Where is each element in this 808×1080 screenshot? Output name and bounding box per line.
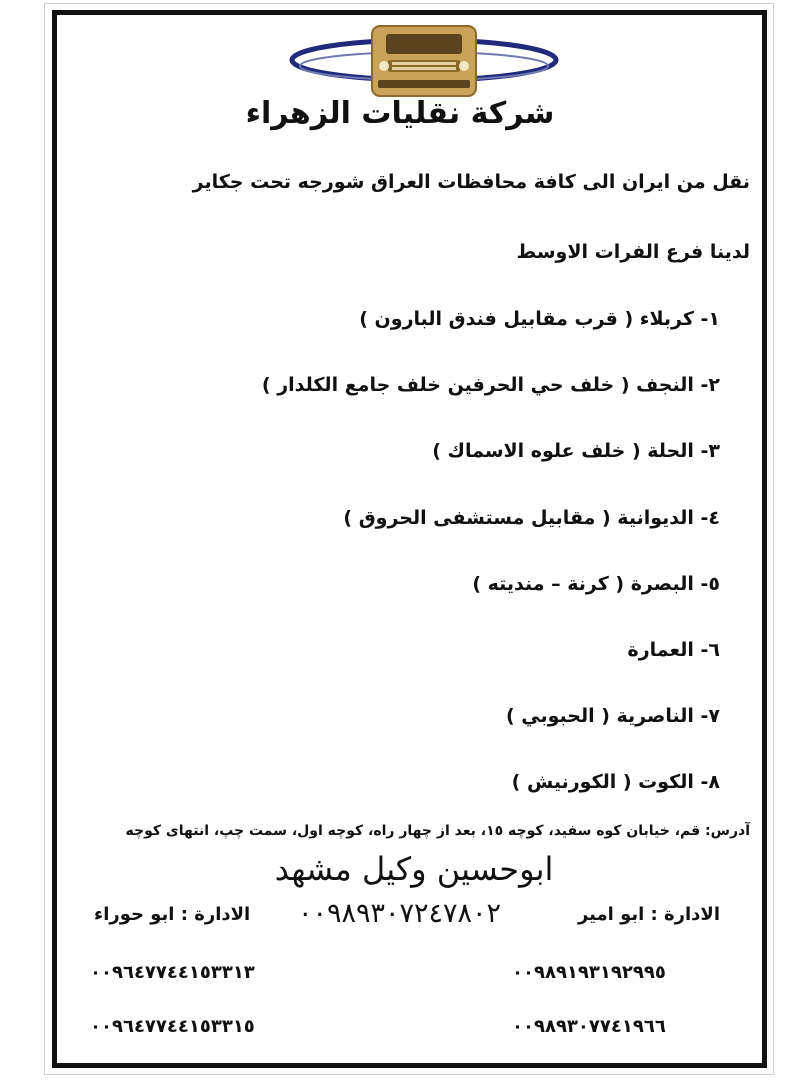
- management-label-abu-hawraa: الادارة : ابو حوراء: [94, 904, 251, 925]
- management-phone: ٠٠٩٨٩٣٠٧٢٤٧٨٠٢: [298, 898, 502, 929]
- branch-heading: لدينا فرع الفرات الاوسط: [516, 241, 750, 263]
- branch-item-nasiriya: ٧- الناصرية ( الحبوبي ): [505, 705, 720, 727]
- phone-number: ٠٠٩٨٩٣٠٧٧٤١٩٦٦: [512, 1016, 666, 1037]
- branch-item-diwaniya: ٤- الديوانية ( مقابيل مستشفى الحروق ): [343, 507, 720, 529]
- branch-item-najaf: ٢- النجف ( خلف حي الحرفين خلف جامع الكلدار ): [261, 374, 720, 396]
- phone-number: ٠٠٩٦٤٧٧٤٤١٥٣٣١٣: [90, 962, 255, 983]
- branch-item-basra: ٥- البصرة ( كرنة – منديته ): [472, 573, 720, 595]
- company-name: شركة نقليات الزهراء: [245, 96, 555, 131]
- agent-handwritten: ابوحسين وكيل مشهد: [274, 850, 554, 888]
- intro-line: نقل من ايران الى كافة محافظات العراق شورجه تحت جكاير: [192, 171, 750, 193]
- address-line: آدرس: قم، خیابان کوه سفید، کوچه ١٥، بعد از چهار راه، کوچه اول، سمت چپ، انتهای کوچه: [125, 823, 750, 839]
- branch-item-kut: ٨- الكوت ( الكورنيش ): [511, 771, 720, 793]
- phone-number: ٠٠٩٨٩١٩٣١٩٢٩٩٥: [512, 962, 666, 983]
- branch-item-amara: ٦- العمارة: [627, 639, 720, 661]
- branch-item-hilla: ٣- الحلة ( خلف علوه الاسماك ): [432, 440, 720, 462]
- branch-item-karbala: ١- كربلاء ( قرب مقابيل فندق البارون ): [359, 308, 720, 330]
- company-logo-truck: [288, 22, 560, 102]
- management-label-abu-amir: الادارة : ابو امير: [577, 904, 720, 925]
- phone-number: ٠٠٩٦٤٧٧٤٤١٥٣٣١٥: [90, 1016, 255, 1037]
